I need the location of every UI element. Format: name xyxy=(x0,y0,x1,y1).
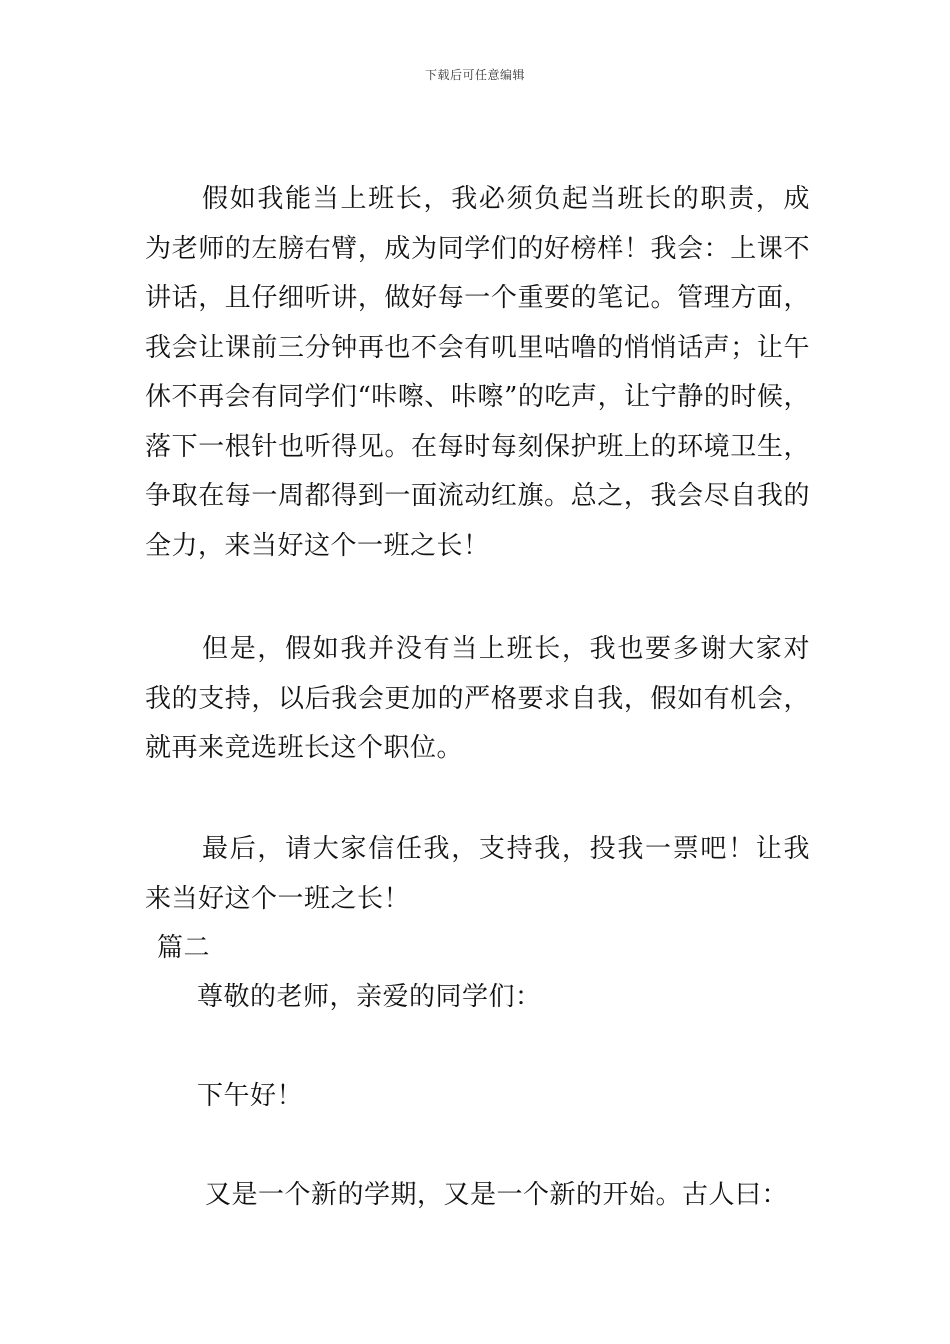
salutation-line: 下午好！ xyxy=(197,1081,304,1111)
greeting-line: 尊敬的老师，亲爱的同学们： xyxy=(197,982,542,1012)
paragraph-1: 假如我能当上班长，我必须负起当班长的职责，成为老师的左膀右臂，成为同学们的好榜样！我会：上课不讲话，且仔细听讲，做好每一个重要的笔记。管理方面，我会让课前三分钟再也不会有叽里咕噜的悄悄话声；让午休不再会有同学们“咔嚓、咔嚓”的吃声，让宁静的时候，落下一根针也听得见。在每时每刻保护班上的环境卫生，争取在每一周都得到一面流动红旗。总之，我会尽自我的全力，来当好这个一班之长！ xyxy=(145,184,810,561)
paragraph-2: 但是，假如我并没有当上班长，我也要多谢大家对我的支持，以后我会更加的严格要求自我，假如有机会，就再来竞选班长这个职位。 xyxy=(145,634,810,763)
opening-line: 又是一个新的学期，又是一个新的开始。古人曰： xyxy=(205,1180,789,1210)
page-header-note: 下载后可任意编辑 xyxy=(424,68,525,82)
paragraph-3: 最后，请大家信任我，支持我，投我一票吧！让我来当好这个一班之长！ xyxy=(145,834,810,914)
section-title: 篇二 xyxy=(157,933,211,963)
